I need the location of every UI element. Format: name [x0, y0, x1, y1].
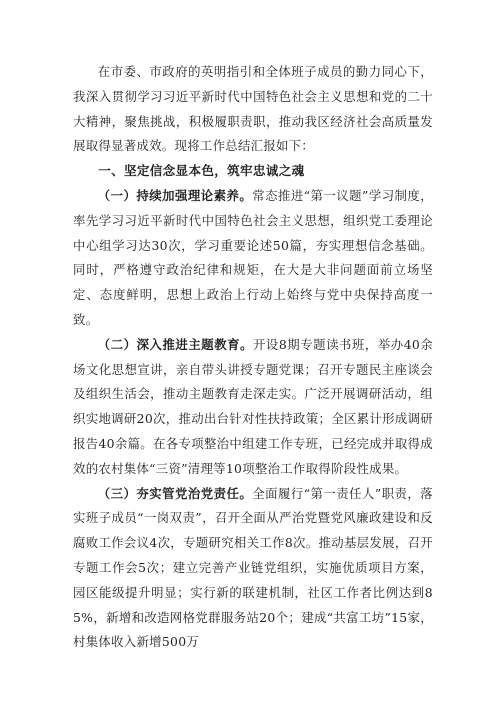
item-3-paragraph — [73, 482, 433, 656]
item-2-paragraph — [73, 333, 433, 482]
intro-paragraph: 在市委、市政府的英明指引和全体班子成员的勤力同心下，我深入贯彻学习习近平新时代中国特色社会主义思想和党的二十大精神，聚焦挑战，积极履职责职，推动我区经济社会高质量发展取得显著成效。现将工作总结汇报如下： — [73, 64, 433, 154]
item-3-body: 全面履行“第一责任人”职责，落实班子成员“一岗双责”，召开全面从严治党暨党风廉政建设和反腐败工作会议4次，专题研究相关工作8次。推动基层发展，召开专题工作会5次；建立完善产业链党组织，实施优质项目方案，园区能级提升明显；实行新的联建机制，社区工作者比例达到85%，新增和改造网格党群服务站20个；建成“共富工坊”15家，村集体收入新增500万 — [73, 485, 433, 650]
item-2-heading: （二）深入推进主题教育。 — [97, 336, 253, 352]
document-body — [73, 60, 433, 655]
item-1-paragraph — [73, 184, 433, 333]
item-1-body: 常态推进“第一议题”学习制度，率先学习习近平新时代中国特色社会主义思想，组织党工委理论中心组学习达30次，学习重要论述50篇，夯实理想信念基础。同时，严格遵守政治纪律和规矩，在大是大非问题面前立场坚定、态度鲜明，思想上政治上行动上始终与党中央保持高度一致。 — [73, 187, 433, 327]
item-3-heading: （三）夯实管党治党责任。 — [97, 485, 253, 501]
section-1-title: 一、坚定信念显本色，筑牢忠诚之魂 — [98, 163, 305, 179]
item-2-body: 开设8期专题读书班，举办40余场文化思想宣讲，亲自带头讲授专题党课；召开专题民主座谈会及组织生活会，推动主题教育走深走实。广泛开展调研活动，组织实地调研20次，推动出台针对性扶持政策；全区累计形成调研报告40余篇。在各专项整治中组建工作专班，已经完成并取得成效的农村集体“三资”清理等10项整治工作取得阶段性成果。 — [73, 336, 433, 476]
item-1-heading: （一）持续加强理论素养。 — [97, 187, 253, 203]
